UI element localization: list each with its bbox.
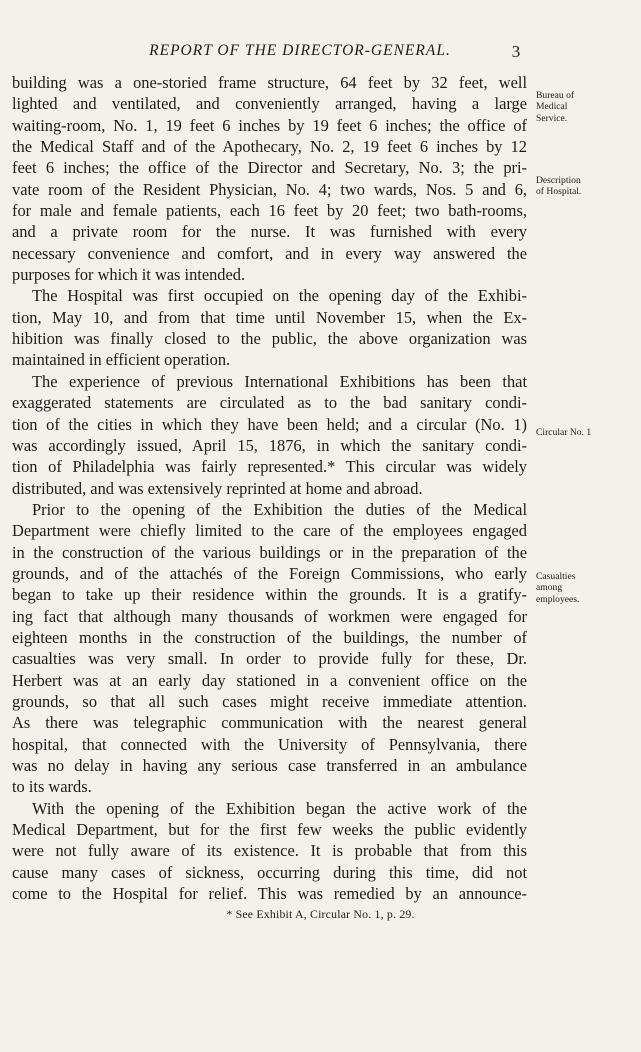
text-line: tion, May 10, and from that time until November 15, when the Ex- xyxy=(12,307,527,327)
text-line: grounds, so that all such cases might receive immediate attention. xyxy=(12,691,527,711)
margin-note-description xyxy=(536,175,640,198)
text-line: hospital, that connected with the University of Pennsylvania, there xyxy=(12,734,527,754)
body-text xyxy=(12,72,527,904)
text-line: and a private room for the nurse. It was furnished with every xyxy=(12,222,527,242)
text-line: tion of the cities in which they have been held; and a circular (No. 1) xyxy=(12,414,527,434)
margin-note-casualties xyxy=(536,571,640,605)
text-line: began to take up their residence within the grounds. It is a gratify- xyxy=(12,585,527,605)
text-line: eighteen months in the construction of the buildings, the number of xyxy=(12,627,527,647)
margin-note-line: Medical xyxy=(536,101,568,113)
margin-note-line: employees. xyxy=(536,593,580,605)
text-line: lighted and ventilated, and conveniently arranged, having a large xyxy=(12,94,527,114)
margin-note-line: Casualties xyxy=(536,571,576,582)
margin-note-line: among xyxy=(536,582,563,594)
text-line: was no delay in having any serious case transferred in an ambulance xyxy=(12,756,527,775)
margin-note-line: Service. xyxy=(536,112,568,124)
text-line: Herbert was at an early day stationed in a convenient office on the xyxy=(12,670,527,690)
text-line: vate room of the Resident Physician, No. 4; two wards, Nos. 5 and 6, xyxy=(12,179,527,199)
text-line: for male and female patients, each 16 feet by 20 feet; two bath-rooms, xyxy=(12,201,527,221)
text-line: the Medical Staff and of the Apothecary, No. 2, 19 feet 6 inches by 12 xyxy=(12,137,527,157)
text-line: casualties was very small. In order to provide fully for these, Dr. xyxy=(12,649,527,669)
text-line: ing fact that although many thousands of workmen were engaged for xyxy=(12,606,527,626)
text-line: As there was telegraphic communication with the nearest general xyxy=(12,713,527,733)
text-line: hibition was finally closed to the public, the above organization was xyxy=(12,329,527,349)
text-line: cause many cases of sickness, occurring during this time, did not xyxy=(12,862,527,882)
text-line: The Hospital was first occupied on the opening day of the Exhibi- xyxy=(32,286,527,306)
margin-note-bureau xyxy=(536,90,640,124)
text-line: The experience of previous International Exhibitions has been that xyxy=(32,371,527,391)
margin-note-line: Bureau of xyxy=(536,90,575,101)
footnote: * See Exhibit A, Circular No. 1, p. 29. xyxy=(226,907,415,921)
running-title: REPORT OF THE DIRECTOR-GENERAL. xyxy=(149,42,451,59)
text-line: exaggerated statements are circulated as to the bad sanitary condi- xyxy=(12,393,527,413)
margin-note-line: of Hospital. xyxy=(536,186,582,198)
text-line: purposes for which it was intended. xyxy=(12,265,246,285)
text-line: Prior to the opening of the Exhibition the duties of the Medical xyxy=(32,499,527,519)
text-line: in the construction of the various buildings or in the preparation of the xyxy=(12,542,527,562)
margin-note-line: Circular No. 1 xyxy=(536,427,592,438)
text-line: tion of Philadelphia was fairly represented.* This circular was widely xyxy=(12,457,527,477)
text-line: Department were chiefly limited to the care of the employees engaged xyxy=(12,521,527,541)
text-line: waiting-room, No. 1, 19 feet 6 inches by 19 feet 6 inches; the office of xyxy=(12,115,527,135)
text-line: Medical Department, but for the first few weeks the public evidently xyxy=(12,820,527,840)
text-line: distributed, and was extensively reprinted at home and abroad. xyxy=(12,478,423,498)
text-line: come to the Hospital for relief. This was remedied by an announce- xyxy=(12,884,527,904)
text-line: grounds, and of the attachés of the Foreign Commissions, who early xyxy=(12,563,527,583)
text-line: maintained in efficient operation. xyxy=(12,350,231,370)
text-line: With the opening of the Exhibition began the active work of the xyxy=(32,798,527,818)
text-line: to its wards. xyxy=(12,777,92,797)
margin-note-line: Description xyxy=(536,175,581,186)
margin-note-circular xyxy=(536,427,640,438)
text-line: necessary convenience and comfort, and in every way answered the xyxy=(12,243,527,263)
page-number: 3 xyxy=(511,42,521,61)
text-line: building was a one-storied frame structure, 64 feet by 32 feet, well xyxy=(12,73,527,92)
text-line: feet 6 inches; the office of the Director and Secretary, No. 3; the pri- xyxy=(12,158,527,178)
text-line: was accordingly issued, April 15, 1876, in which the sanitary condi- xyxy=(12,435,527,455)
text-line: were not fully aware of its existence. It is probable that from this xyxy=(12,841,527,861)
